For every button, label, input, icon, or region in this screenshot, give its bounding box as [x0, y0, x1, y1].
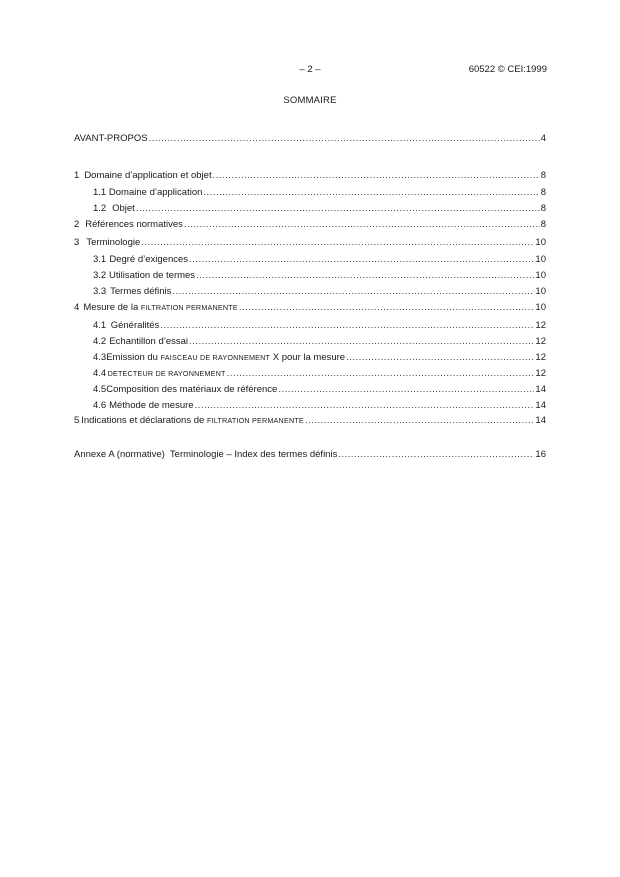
toc-page: 12 [535, 352, 546, 363]
toc-number: 4.4 [93, 368, 107, 379]
toc-entry-4-6[interactable] [74, 399, 546, 412]
toc-leader [141, 236, 534, 249]
toc-entry-1[interactable] [74, 169, 546, 182]
toc-page: 12 [535, 336, 546, 347]
toc-page: 10 [535, 270, 546, 281]
toc-leader [160, 319, 534, 332]
toc-label: Utilisation de termes [109, 270, 196, 281]
toc-number: 3.1 [93, 254, 107, 265]
toc-leader [136, 202, 540, 215]
toc-label: Domaine d’application et objet [84, 170, 212, 181]
toc-number: 1.1 [93, 187, 107, 198]
toc-leader [195, 399, 535, 412]
toc-label [106, 351, 345, 364]
toc-entry-4-3[interactable] [74, 351, 546, 364]
toc-leader [149, 132, 540, 145]
toc-number: 2 [74, 219, 80, 230]
toc-label [81, 414, 304, 427]
toc-page: 14 [535, 400, 546, 411]
toc-entry-3-2[interactable] [74, 269, 546, 282]
page-header-number: – 2 – [299, 64, 321, 75]
toc-label: Terminologie [86, 237, 141, 248]
toc-entry-4-4[interactable] [74, 367, 546, 380]
toc-entry-3-1[interactable] [74, 253, 546, 266]
toc-label: Degré d’exigences [109, 254, 189, 265]
toc-number: 4.1 [93, 320, 107, 331]
toc-entry-4[interactable] [74, 301, 546, 314]
toc-number: 4 [74, 302, 80, 313]
toc-page: 14 [535, 384, 546, 395]
toc-leader [189, 335, 534, 348]
toc-entry-4-2[interactable] [74, 335, 546, 348]
toc-entry-annexe-a[interactable] [74, 448, 546, 461]
toc-label [83, 301, 238, 314]
toc-label: Méthode de mesure [109, 400, 194, 411]
toc-label-text: Mesure de la [83, 302, 139, 313]
toc-leader [213, 169, 540, 182]
toc-label-text: Emission du [106, 352, 158, 363]
toc-leader [338, 448, 534, 461]
toc-page: 10 [535, 237, 546, 248]
toc-label: Références normatives [85, 219, 183, 230]
toc-page: 8 [540, 219, 546, 230]
toc-entry-4-1[interactable] [74, 319, 546, 332]
toc-label: AVANT-PROPOS [74, 133, 148, 144]
toc-label-text: Indications et déclarations de [81, 415, 205, 426]
toc-number: 4.5 [93, 384, 107, 395]
toc-leader [172, 285, 534, 298]
toc-leader [305, 414, 535, 427]
toc-number: 4.2 [93, 336, 107, 347]
toc-entry-3-3[interactable] [74, 285, 546, 298]
toc-page: 8 [540, 170, 546, 181]
toc-page: 10 [535, 286, 546, 297]
toc-page: 10 [535, 302, 546, 313]
page-header-reference: 60522 © CEI:1999 [468, 64, 547, 75]
toc-entry-3[interactable] [74, 236, 546, 249]
toc-label: Généralités [110, 320, 160, 331]
toc-page: 14 [535, 415, 546, 426]
toc-label: Annexe A (normative) Terminologie – Index des termes définis [74, 449, 338, 460]
toc-entry-1-2[interactable] [74, 202, 546, 215]
toc-number: 3 [74, 237, 80, 248]
toc-leader [239, 301, 535, 314]
toc-label-smallcaps: FAISCEAU DE RAYONNEMENT [160, 353, 271, 362]
toc-leader [203, 186, 539, 199]
toc-entry-4-5[interactable] [74, 383, 546, 396]
toc-number: 3.3 [93, 286, 107, 297]
toc-label: Domaine d’application [108, 187, 203, 198]
toc-label-smallcaps: DETECTEUR DE RAYONNEMENT [107, 369, 226, 378]
toc-label: Composition des matériaux de référence [106, 384, 278, 395]
toc-leader [196, 269, 534, 282]
page-title: SOMMAIRE [283, 95, 337, 106]
toc-number: 1 [74, 170, 80, 181]
toc-page: 8 [540, 203, 546, 214]
toc-page: 10 [535, 254, 546, 265]
toc-leader [227, 367, 535, 380]
toc-label-text: X pour la mesure [272, 352, 346, 363]
toc-number: 1.2 [93, 203, 107, 214]
toc-number: 5 [74, 415, 80, 426]
toc-entry-5[interactable] [74, 414, 546, 427]
toc-label-smallcaps: FILTRATION PERMANENTE [206, 416, 304, 425]
toc-label: Termes définis [110, 286, 172, 297]
toc-entry-2[interactable] [74, 218, 546, 231]
toc-page: 4 [540, 133, 546, 144]
toc-label: Objet [112, 203, 135, 214]
toc-label: Echantillon d’essai [109, 336, 189, 347]
toc-leader [189, 253, 534, 266]
toc-label-smallcaps: FILTRATION PERMANENTE [140, 303, 238, 312]
toc-number: 4.6 [93, 400, 107, 411]
toc-leader [184, 218, 540, 231]
toc-leader [346, 351, 534, 364]
toc-entry-avant-propos[interactable] [74, 132, 546, 145]
toc-leader [278, 383, 534, 396]
toc-page: 12 [535, 320, 546, 331]
toc-page: 8 [540, 187, 546, 198]
toc-page: 16 [535, 449, 546, 460]
toc-page: 12 [535, 368, 546, 379]
toc-entry-1-1[interactable] [74, 186, 546, 199]
toc-number: 4.3 [93, 352, 107, 363]
toc-number: 3.2 [93, 270, 107, 281]
